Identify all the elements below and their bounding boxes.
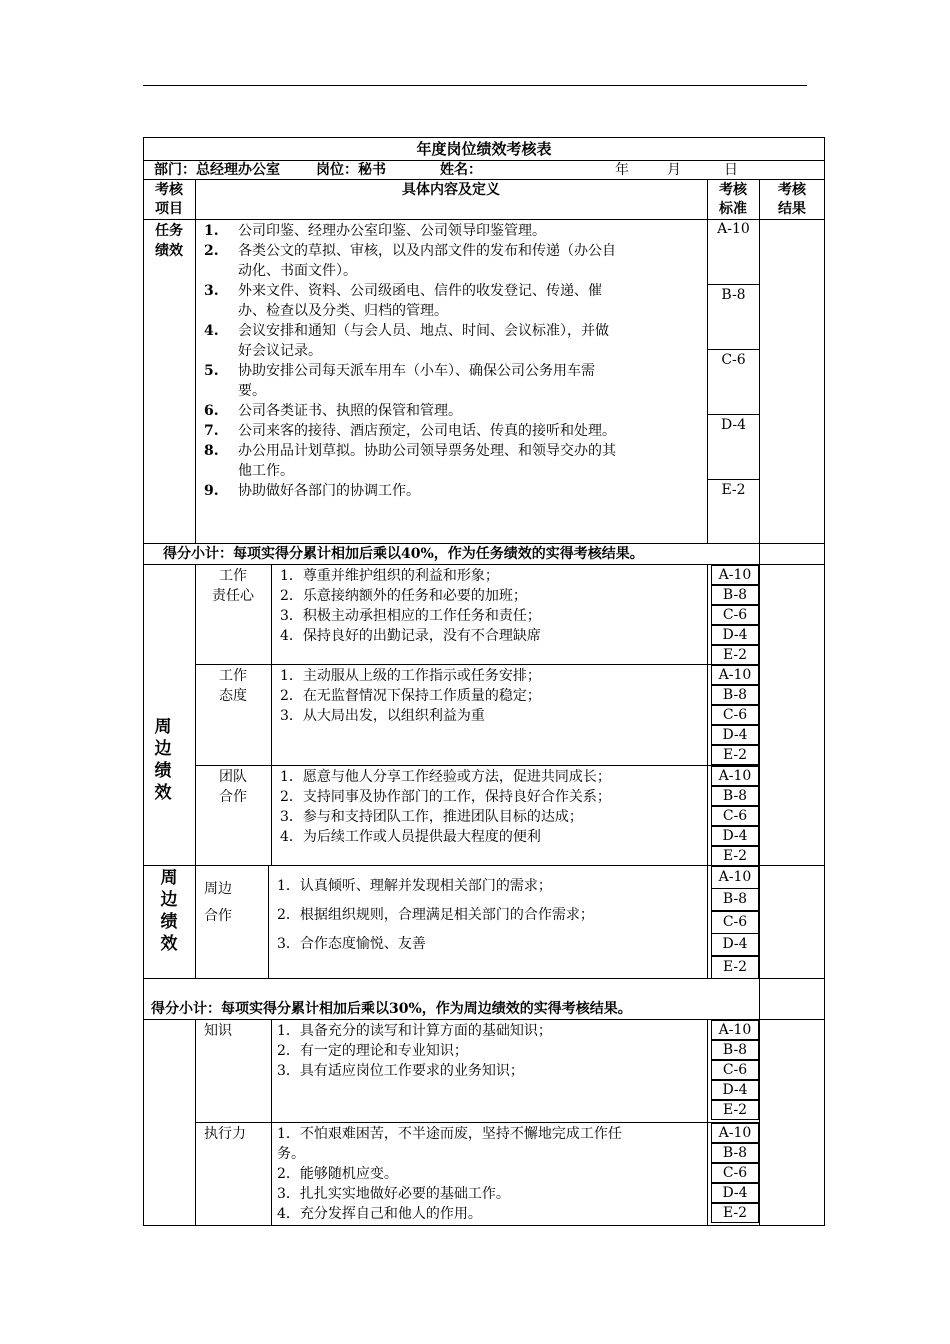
peripheral-item: 2．乐意接纳额外的任务和必要的加班； bbox=[280, 588, 527, 604]
info-row bbox=[143, 160, 825, 180]
task-item-text: 外来文件、资料、公司级函电、信件的收发登记、传递、催 bbox=[238, 283, 602, 299]
peripheral-grade: E-2 bbox=[711, 745, 759, 765]
col-item-header: 考核 项目 bbox=[155, 182, 183, 217]
task-item-number: 5. bbox=[204, 363, 219, 379]
ability-grade: A-10 bbox=[711, 1020, 759, 1040]
ability-grade: A-10 bbox=[711, 1123, 759, 1143]
ability-grade: C-6 bbox=[711, 1163, 759, 1183]
year-label: 年 bbox=[615, 162, 629, 178]
task-item-text: 办公用品计划草拟。协助公司领导票务处理、和领导交办的其 bbox=[238, 443, 616, 459]
task-grade: A-10 bbox=[717, 221, 750, 237]
ability-grade: D-4 bbox=[711, 1080, 759, 1100]
ability-item: 务。 bbox=[277, 1146, 305, 1162]
task-item-number: 3. bbox=[204, 283, 219, 299]
task-grade-cell bbox=[707, 414, 760, 480]
peripheral2-grade: D-4 bbox=[711, 933, 759, 956]
task-item-number: 2. bbox=[204, 243, 219, 259]
task-item-text: 协助做好各部门的协调工作。 bbox=[238, 483, 420, 499]
task-item bbox=[204, 481, 704, 501]
task-item-continuation: 办、检查以及分类、归档的管理。 bbox=[238, 303, 448, 319]
month-label: 月 bbox=[667, 162, 681, 178]
task-grade: C-6 bbox=[721, 352, 746, 368]
peripheral-grade: A-10 bbox=[711, 766, 759, 786]
task-item-continuation: 要。 bbox=[238, 383, 266, 399]
peripheral-item: 1．主动服从上级的工作指示或任务安排； bbox=[280, 668, 541, 684]
position-label: 岗位：秘书 bbox=[316, 162, 386, 178]
table-title: 年度岗位绩效考核表 bbox=[416, 140, 552, 158]
peripheral-grade: A-10 bbox=[711, 565, 759, 585]
ability-item: 3．扎扎实实地做好必要的基础工作。 bbox=[277, 1186, 510, 1202]
ability-item: 3．具有适应岗位工作要求的业务知识； bbox=[277, 1063, 524, 1079]
ability-group-name: 执行力 bbox=[204, 1126, 246, 1142]
task-item bbox=[204, 421, 704, 441]
task-item-number: 8. bbox=[204, 443, 219, 459]
peripheral-grade: B-8 bbox=[711, 685, 759, 705]
peripheral2-grade: E-2 bbox=[711, 956, 759, 979]
peripheral-item: 3．积极主动承担相应的工作任务和责任； bbox=[280, 608, 541, 624]
peripheral-item: 1．愿意与他人分享工作经验或方法，促进共同成长； bbox=[280, 769, 611, 785]
task-item-continuation: 他工作。 bbox=[238, 463, 294, 479]
peripheral-item: 4．为后续工作或人员提供最大程度的便利 bbox=[280, 829, 541, 845]
ability-item: 2．能够随机应变。 bbox=[277, 1166, 398, 1182]
ability-grade: E-2 bbox=[711, 1100, 759, 1120]
peripheral-grade: C-6 bbox=[711, 705, 759, 725]
task-item-text: 各类公文的草拟、审核，以及内部文件的发布和传递（办公自 bbox=[238, 243, 616, 259]
task-item-number: 7. bbox=[204, 423, 219, 439]
task-item-number: 1. bbox=[204, 223, 219, 239]
task-item-continuation: 动化、书面文件）。 bbox=[238, 263, 357, 279]
task-grade-cell bbox=[707, 349, 760, 415]
peripheral-group-name: 态度 bbox=[219, 688, 247, 704]
peripheral-grade: C-6 bbox=[711, 605, 759, 625]
name-label: 姓名： bbox=[440, 162, 482, 178]
peripheral2-item: 3．合作态度愉悦、友善 bbox=[277, 936, 426, 952]
dept-label: 部门：总经理办公室 bbox=[154, 162, 280, 178]
task-grade-cell bbox=[707, 219, 760, 285]
task-item bbox=[204, 281, 704, 321]
peripheral-item: 1．尊重并维护组织的利益和形象； bbox=[280, 568, 499, 584]
task-grade-cell bbox=[707, 479, 760, 544]
task-grade: B-8 bbox=[721, 287, 746, 303]
peripheral-grade: C-6 bbox=[711, 806, 759, 826]
ability-grade: B-8 bbox=[711, 1040, 759, 1060]
peripheral-grade: D-4 bbox=[711, 725, 759, 745]
task-item-number: 9. bbox=[204, 483, 219, 499]
peripheral-grade: B-8 bbox=[711, 786, 759, 806]
col-standard-header: 考核 标准 bbox=[719, 182, 747, 217]
task-subtotal: 得分小计：每项实得分累计相加后乘以40%，作为任务绩效的实得考核结果。 bbox=[163, 546, 644, 562]
peripheral2-subtotal: 得分小计：每项实得分累计相加后乘以30%，作为周边绩效的实得考核结果。 bbox=[151, 1001, 632, 1017]
ability-item: 4．充分发挥自己和他人的作用。 bbox=[277, 1206, 482, 1222]
task-item bbox=[204, 441, 704, 481]
task-grade-cell bbox=[707, 284, 760, 350]
task-item-text: 公司来客的接待、酒店预定，公司电话、传真的接听和处理。 bbox=[238, 423, 616, 439]
col-content-header: 具体内容及定义 bbox=[402, 182, 500, 198]
task-item bbox=[204, 241, 704, 281]
title-row bbox=[143, 137, 825, 161]
peripheral2-label: 周边绩效 bbox=[160, 868, 178, 954]
ability-item: 1．具备充分的读写和计算方面的基础知识； bbox=[277, 1023, 552, 1039]
task-item-continuation: 好会议记录。 bbox=[238, 343, 322, 359]
task-item-text: 协助安排公司每天派车用车（小车）、确保公司公务用车需 bbox=[238, 363, 595, 379]
task-item bbox=[204, 221, 704, 241]
ability-grade: E-2 bbox=[711, 1203, 759, 1223]
peripheral-group-name: 团队 bbox=[219, 769, 247, 785]
peripheral-item: 3．参与和支持团队工作，推进团队目标的达成； bbox=[280, 809, 583, 825]
peripheral-grade: B-8 bbox=[711, 585, 759, 605]
task-item-text: 会议安排和通知（与会人员、地点、时间、会议标准），并做 bbox=[238, 323, 609, 339]
peripheral-item: 2．支持同事及协作部门的工作，保持良好合作关系； bbox=[280, 789, 611, 805]
task-item-text: 公司各类证书、执照的保管和管理。 bbox=[238, 403, 462, 419]
task-grade: D-4 bbox=[720, 417, 747, 433]
task-item-number: 6. bbox=[204, 403, 219, 419]
peripheral2-grade: C-6 bbox=[711, 911, 759, 934]
peripheral-item: 2．在无监督情况下保持工作质量的稳定； bbox=[280, 688, 541, 704]
peripheral-label: 周边绩效 bbox=[154, 717, 172, 803]
task-item bbox=[204, 361, 704, 401]
peripheral-grade: A-10 bbox=[711, 665, 759, 685]
ability-item: 2．有一定的理论和专业知识； bbox=[277, 1043, 468, 1059]
task-item-text: 公司印鉴、经理办公室印鉴、公司领导印鉴管理。 bbox=[238, 223, 546, 239]
peripheral2-item: 2．根据组织规则，合理满足相关部门的合作需求； bbox=[277, 907, 594, 923]
ability-item: 1．不怕艰难困苦，不半途而废，坚持不懈地完成工作任 bbox=[277, 1126, 622, 1142]
task-item bbox=[204, 401, 704, 421]
peripheral-group-name: 工作 bbox=[219, 668, 247, 684]
task-grade: E-2 bbox=[721, 482, 746, 498]
col-result-header: 考核 结果 bbox=[778, 182, 806, 217]
ability-grade: D-4 bbox=[711, 1183, 759, 1203]
peripheral-grade: D-4 bbox=[711, 826, 759, 846]
peripheral-item: 3．从大局出发，以组织利益为重 bbox=[280, 708, 485, 724]
peripheral2-grade: A-10 bbox=[711, 866, 759, 889]
ability-grade: C-6 bbox=[711, 1060, 759, 1080]
task-label: 任务 绩效 bbox=[155, 223, 183, 259]
peripheral-grade: E-2 bbox=[711, 846, 759, 866]
peripheral-group-name: 工作 bbox=[219, 568, 247, 584]
peripheral-grade: E-2 bbox=[711, 645, 759, 665]
ability-group-name: 知识 bbox=[204, 1023, 232, 1039]
peripheral2-name: 周边 合作 bbox=[204, 881, 232, 924]
task-item-number: 4. bbox=[204, 323, 219, 339]
header-rule bbox=[143, 85, 807, 86]
ability-grade: B-8 bbox=[711, 1143, 759, 1163]
peripheral-group-name: 合作 bbox=[219, 789, 247, 805]
day-label: 日 bbox=[724, 162, 738, 178]
peripheral-grade: D-4 bbox=[711, 625, 759, 645]
peripheral-item: 4．保持良好的出勤记录，没有不合理缺席 bbox=[280, 628, 541, 644]
peripheral-group-name: 责任心 bbox=[212, 588, 254, 604]
peripheral2-grade: B-8 bbox=[711, 888, 759, 911]
peripheral2-item: 1．认真倾听、理解并发现相关部门的需求； bbox=[277, 878, 552, 894]
task-item bbox=[204, 321, 704, 361]
